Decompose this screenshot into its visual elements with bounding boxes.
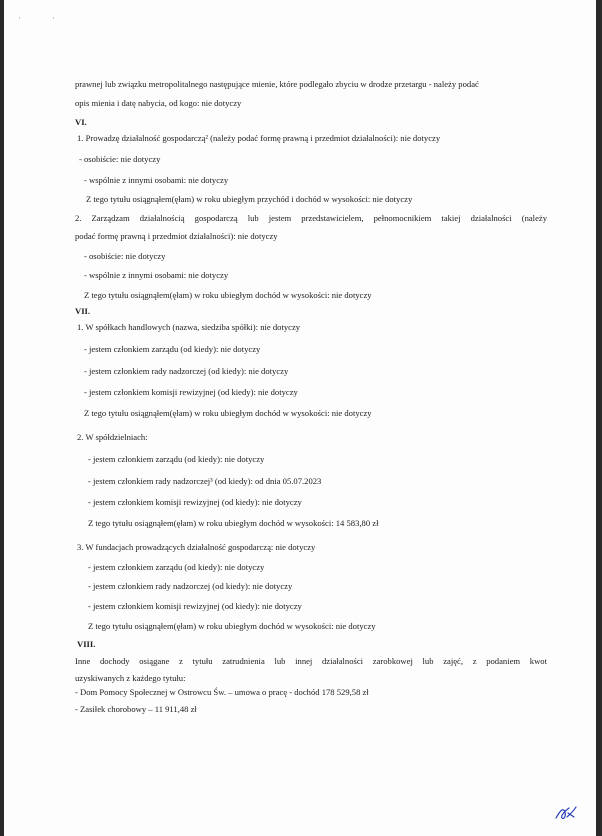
section-vi-item-1: 1. Prowadzę działalność gospodarczą² (należy podać formę prawną i przedmiot działalności): nie dotyczy: [77, 133, 441, 143]
section-vi-item-1-jointly: - wspólnie z innymi osobami: nie dotyczy: [84, 175, 229, 185]
section-vi-item-2-income: Z tego tytułu osiągnąłem(ęłam) w roku ubiegłym dochód w wysokości: nie dotyczy: [84, 290, 372, 300]
section-vi-item-1-income: Z tego tytułu osiągnąłem(ęłam) w roku ubiegłym przychód i dochód w wysokości: nie dotyczy: [86, 194, 413, 204]
intro-line-2: opis mienia i datę nabycia, od kogo: nie dotyczy: [75, 98, 242, 108]
section-vii-item-3: 3. W fundacjach prowadzących działalność gospodarczą: nie dotyczy: [77, 542, 316, 552]
section-viii-intro-line-1: Inne dochody osiągane z tytułu zatrudnienia lub innej działalności zarobkowej lub zajęć, z podaniem kwot: [75, 656, 547, 666]
section-vii-item-1-supervisory: - jestem członkiem rady nadzorczej (od kiedy): nie dotyczy: [84, 366, 289, 376]
section-vi-item-1-personal: - osobiście: nie dotyczy: [79, 154, 161, 164]
scan-artifact: ·: [52, 13, 55, 23]
section-vi-item-2-line-1: 2. Zarządzam działalnością gospodarczą lub jestem przedstawicielem, pełnomocnikiem takiej działalności (należy: [75, 213, 547, 223]
section-vii-item-1-board: - jestem członkiem zarządu (od kiedy): nie dotyczy: [84, 344, 261, 354]
section-viii-income-2: - Zasiłek chorobowy – 11 911,48 zł: [75, 704, 197, 714]
section-vii-item-3-supervisory: - jestem członkiem rady nadzorczej (od kiedy): nie dotyczy: [88, 581, 293, 591]
section-viii-income-1: - Dom Pomocy Społecznej w Ostrowcu Św. – umowa o pracę - dochód 178 529,58 zł: [75, 687, 369, 697]
section-vii-item-3-audit: - jestem członkiem komisji rewizyjnej (od kiedy): nie dotyczy: [88, 601, 302, 611]
intro-line-1: prawnej lub związku metropolitalnego następujące mienie, które podlegało zbyciu w drodze przetargu - należy podać: [75, 79, 479, 89]
section-vii-item-3-income: Z tego tytułu osiągnąłem(ęłam) w roku ubiegłym dochód w wysokości: nie dotyczy: [88, 621, 376, 631]
section-vii-item-1-audit: - jestem członkiem komisji rewizyjnej (od kiedy): nie dotyczy: [84, 387, 298, 397]
section-vii-item-2-board: - jestem członkiem zarządu (od kiedy): nie dotyczy: [88, 454, 265, 464]
section-vii-item-2-income: Z tego tytułu osiągnąłem(ęłam) w roku ubiegłym dochód w wysokości: 14 583,80 zł: [88, 518, 379, 528]
section-vii-item-2: 2. W spółdzielniach:: [77, 432, 148, 442]
section-vii-item-1-income: Z tego tytułu osiągnąłem(ęłam) w roku ubiegłym dochód w wysokości: nie dotyczy: [84, 408, 372, 418]
section-viii-intro-line-2: uzyskiwanych z każdego tytułu:: [75, 673, 186, 683]
scan-artifact: ·: [18, 13, 21, 23]
handwritten-initials-icon: [554, 803, 578, 823]
document-page: [4, 0, 596, 836]
scan-border-right: [596, 0, 602, 836]
section-vii-item-2-audit: - jestem członkiem komisji rewizyjnej (od kiedy): nie dotyczy: [88, 497, 302, 507]
section-vi-header: VI.: [75, 117, 87, 127]
section-viii-header: VIII.: [77, 639, 96, 649]
section-vii-item-1: 1. W spółkach handlowych (nazwa, siedziba spółki): nie dotyczy: [77, 322, 301, 332]
section-vii-header: VII.: [75, 306, 91, 316]
section-vi-item-2-personal: - osobiście: nie dotyczy: [84, 251, 166, 261]
declaration-content: [4, 0, 596, 836]
section-vii-item-3-board: - jestem członkiem zarządu (od kiedy): nie dotyczy: [88, 562, 265, 572]
section-vii-item-2-supervisory: - jestem członkiem rady nadzorczej³ (od kiedy): od dnia 05.07.2023: [88, 476, 322, 486]
section-vi-item-2-line-2: podać formę prawną i przedmiot działalności): nie dotyczy: [75, 231, 278, 241]
section-vi-item-2-jointly: - wspólnie z innymi osobami: nie dotyczy: [84, 270, 229, 280]
